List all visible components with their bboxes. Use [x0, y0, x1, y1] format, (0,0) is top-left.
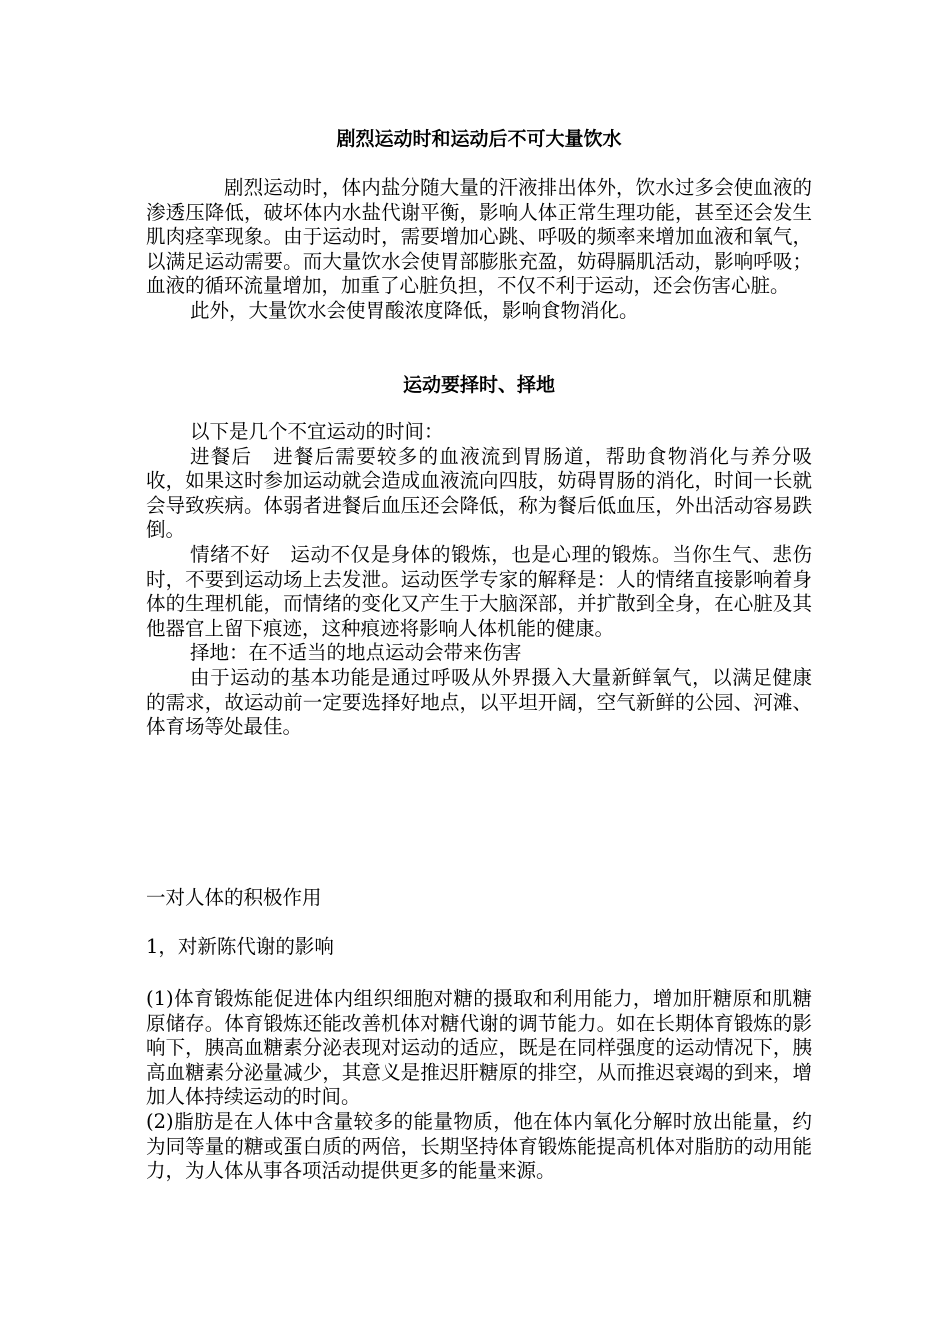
section-body-metabolism — [146, 987, 812, 1184]
paragraph-metabolism-fat: (2)脂肪是在人体中含量较多的能量物质，他在体内氧化分解时放出能量，约为同等量的糖或蛋白质的两倍，长期坚持体育锻炼能提高机体对脂肪的动用能力，为人体从事各项活动提供更多的能量来源。 — [146, 1109, 812, 1183]
paragraph-time-intro: 以下是几个不宜运动的时间： — [190, 420, 444, 443]
paragraph-bad-mood: 情绪不好 运动不仅是身体的锻炼，也是心理的锻炼。当你生气、悲伤时，不要到运动场上去发泄。运动医学专家的解释是：人的情绪直接影响着身体的生理机能，而情绪的变化又产生于大脑深部，并扩散到全身，在心脏及其他器官上留下痕迹，这种痕迹将影响人体机能的健康。 — [146, 542, 812, 640]
section-title-time-place: 运动要择时、择地 — [402, 374, 555, 396]
section-title-water: 剧烈运动时和运动后不可大量饮水 — [336, 128, 622, 150]
paragraph-after-meal: 进餐后 进餐后需要较多的血液流到胃肠道，帮助食物消化与养分吸收，如果这时参加运动就会造成血液流向四肢，妨碍胃肠的消化，时间一长就会导致疾病。体弱者进餐后血压还会降低，称为餐后低血压，外出活动容易跌倒。 — [146, 444, 812, 542]
paragraph-metabolism-sugar: (1)体育锻炼能促进体内组织细胞对糖的摄取和利用能力，增加肝糖原和肌糖原储存。体育锻炼还能改善机体对糖代谢的调节能力。如在长期体育锻炼的影响下，胰高血糖素分泌表现对运动的适应，既是在同样强度的运动情况下，胰高血糖素分泌量减少，其意义是推迟肝糖原的排空，从而推迟衰竭的到来，增加人体持续运动的时间。 — [146, 987, 812, 1109]
section-body-time-place — [146, 420, 812, 740]
paragraph-place-heading: 择地：在不适当的地点运动会带来伤害 — [190, 641, 522, 665]
section-body-water — [146, 176, 812, 324]
paragraph-water-1: 剧烈运动时，体内盐分随大量的汗液排出体外，饮水过多会使血液的渗透压降低，破坏体内水盐代谢平衡，影响人体正常生理功能，甚至还会发生肌肉痉挛现象。由于运动时，需要增加心跳、呼吸的频率来增加血液和氧气，以满足运动需要。而大量饮水会使胃部膨胀充盈，妨碍膈肌活动，影响呼吸；血液的循环流量增加，加重了心脏负担，不仅不利于运动，还会伤害心脏。 — [146, 176, 812, 298]
section-subheading-metabolism: 1，对新陈代谢的影响 — [146, 935, 334, 958]
paragraph-water-2: 此外，大量饮水会使胃酸浓度降低，影响食物消化。 — [190, 298, 639, 322]
paragraph-place-body: 由于运动的基本功能是通过呼吸从外界摄入大量新鲜氧气，以满足健康的需求，故运动前一定要选择好地点，以平坦开阔，空气新鲜的公园、河滩、体育场等处最佳。 — [146, 665, 812, 739]
section-heading-positive: 一对人体的积极作用 — [146, 886, 322, 909]
